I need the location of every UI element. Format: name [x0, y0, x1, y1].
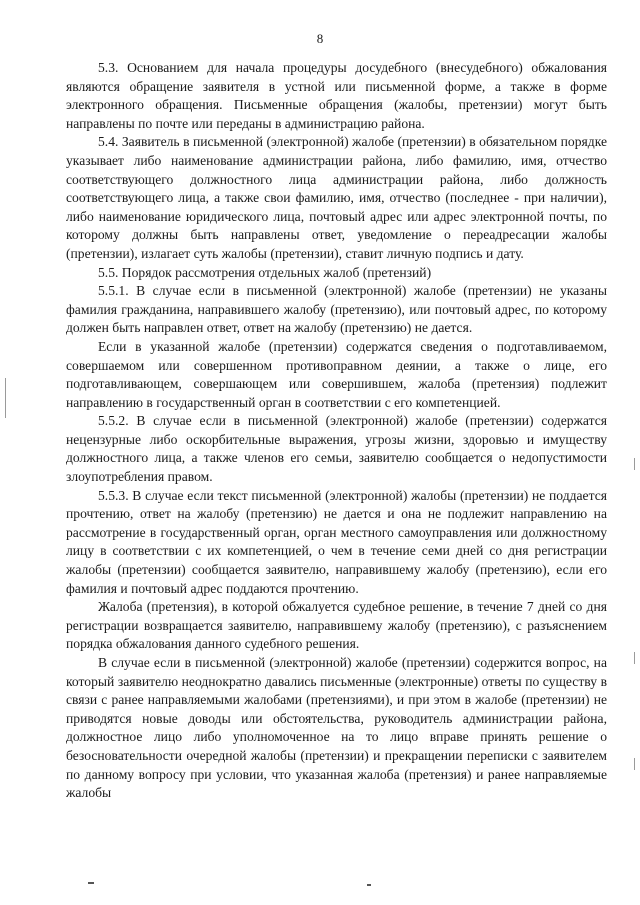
- paragraph-5-5-heading: 5.5. Порядок рассмотрения отдельных жалоб (претензий): [98, 264, 432, 280]
- paragraph-5-3: 5.3. Основанием для начала процедуры досудебного (внесудебного) обжалования являются обращение заявителя в устной или письменной форме, а также в форме электронного обращения. Письменные обращения (жалобы, претензии) могут быть направлены по почте или переданы в администрацию района.: [66, 60, 607, 131]
- scan-edge-mark-right: [634, 458, 635, 470]
- paragraph-court-decision: Жалоба (претензия), в которой обжалуется судебное решение, в течение 7 дней со дня регистрации возвращается заявителю, направившему жалобу (претензию), с разъяснением порядка обжалования данного судебного решения.: [66, 599, 607, 652]
- paragraph-5-5-3: 5.5.3. В случае если текст письменной (электронной) жалобы (претензии) не поддается прочтению, ответ на жалобу (претензию) не дается и она не подлежит направлению на рассмотрение в государственный орган, орган местного самоуправления или должностному лицу в соответствии с их компетенцией, о чем в течение семи дней со дня регистрации жалобы (претензии) сообщается заявителю, направившему жалобу (претензию), если его фамилия и почтовый адрес поддаются прочтению.: [66, 487, 607, 596]
- scan-edge-mark-right-2: [634, 652, 635, 664]
- paragraph-5-4: 5.4. Заявитель в письменной (электронной) жалобе (претензии) в обязательном порядке указывает либо наименование администрации района, либо фамилию, имя, отчество соответствующего должностного лица администрации района, либо должность соответствующего лица, а также свои фамилию, имя, отчество (последнее - при наличии), либо наименование юридического лица, почтовый адрес или адрес электронной почты, по которому должны быть направлены ответ, уведомление о переадресации жалобы (претензии), излагает суть жалобы (претензии), ставит личную подпись и дату.: [66, 134, 607, 261]
- paragraph-repeated-complaint: В случае если в письменной (электронной) жалобе (претензии) содержится вопрос, на который заявителю неоднократно давались письменные (электронные) ответы по существу в связи с ранее направляемыми жалобами (претензиями), и при этом в жалобе (претензии) не приводятся новые доводы или обстоятельства, руководитель администрации района, должностное лицо либо уполномоченное на то лицо вправе принять решение о безосновательности очередной жалобы (претензии) и прекращении переписки с заявителем по данному вопросу при условии, что указанная жалоба (претензия) и ранее направляемые жалобы: [66, 655, 607, 801]
- page-number: 8: [316, 31, 324, 46]
- scan-edge-mark-right-3: [634, 758, 635, 770]
- document-body: [66, 59, 607, 803]
- scan-foot-mark-left: [88, 882, 94, 884]
- scan-foot-mark-center: [367, 884, 371, 886]
- paragraph-5-5-1: 5.5.1. В случае если в письменной (электронной) жалобе (претензии) не указаны фамилия гражданина, направившего жалобу (претензию), или почтовый адрес, по которому должен быть направлен ответ, ответ на жалобу (претензию) не дается.: [66, 283, 607, 336]
- paragraph-5-5-1-continued: Если в указанной жалобе (претензии) содержатся сведения о подготавливаемом, совершаемом или совершенном противоправном деянии, а также о лице, его подготавливающем, совершающем или совершившем, жалоба (претензия) подлежит направлению в государственный орган в соответствии с его компетенцией.: [66, 338, 607, 410]
- scan-edge-mark-left: [5, 378, 6, 418]
- paragraph-5-5-2: 5.5.2. В случае если в письменной (электронной) жалобе (претензии) содержатся нецензурные либо оскорбительные выражения, угрозы жизни, здоровью и имуществу должностного лица, а также членов его семьи, заявителю сообщается о недопустимости злоупотребления правом.: [66, 413, 607, 485]
